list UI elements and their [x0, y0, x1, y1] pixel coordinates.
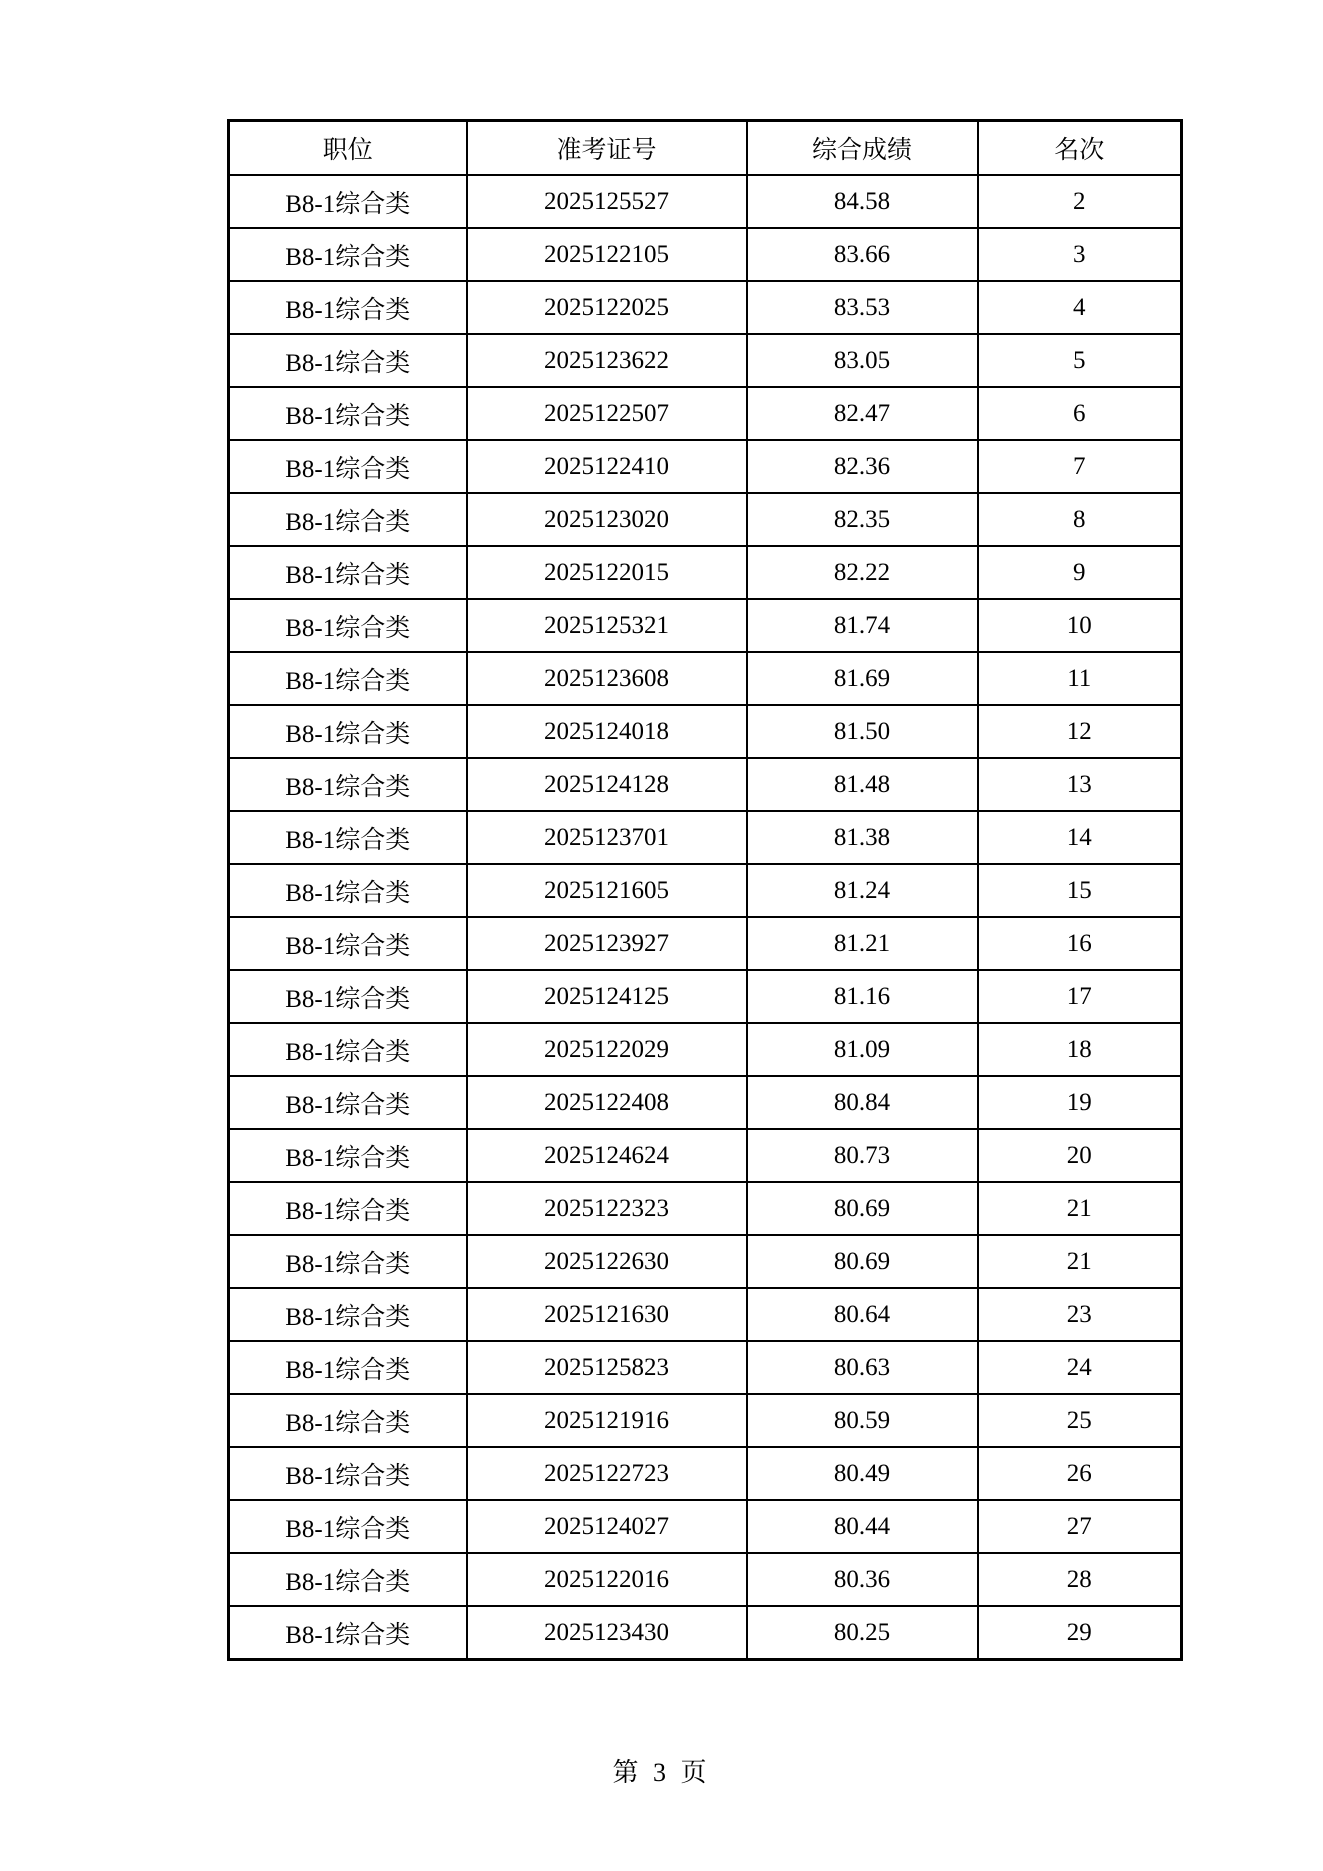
page-prefix: 第 [612, 1758, 643, 1787]
cell-exam-id: 2025122630 [467, 1235, 747, 1288]
cell-exam-id: 2025124624 [467, 1129, 747, 1182]
cell-rank: 19 [978, 1076, 1182, 1129]
cell-exam-id: 2025123020 [467, 493, 747, 546]
header-rank: 名次 [978, 121, 1182, 176]
cell-rank: 26 [978, 1447, 1182, 1500]
cell-rank: 2 [978, 175, 1182, 228]
cell-total-score: 81.16 [747, 970, 978, 1023]
cell-position: B8-1综合类 [229, 1076, 467, 1129]
cell-rank: 12 [978, 705, 1182, 758]
cell-rank: 16 [978, 917, 1182, 970]
cell-total-score: 83.66 [747, 228, 978, 281]
header-exam-id: 准考证号 [467, 121, 747, 176]
cell-exam-id: 2025125321 [467, 599, 747, 652]
cell-total-score: 81.69 [747, 652, 978, 705]
cell-exam-id: 2025125527 [467, 175, 747, 228]
cell-exam-id: 2025122015 [467, 546, 747, 599]
cell-position: B8-1综合类 [229, 1500, 467, 1553]
cell-exam-id: 2025124027 [467, 1500, 747, 1553]
cell-position: B8-1综合类 [229, 440, 467, 493]
cell-rank: 17 [978, 970, 1182, 1023]
cell-exam-id: 2025124018 [467, 705, 747, 758]
cell-exam-id: 2025122323 [467, 1182, 747, 1235]
cell-exam-id: 2025122507 [467, 387, 747, 440]
cell-exam-id: 2025122016 [467, 1553, 747, 1606]
table-body [229, 175, 1182, 1660]
table-row [229, 1447, 1182, 1500]
cell-total-score: 81.48 [747, 758, 978, 811]
table-row [229, 1288, 1182, 1341]
table-row [229, 1076, 1182, 1129]
cell-total-score: 82.36 [747, 440, 978, 493]
cell-rank: 29 [978, 1606, 1182, 1660]
cell-position: B8-1综合类 [229, 228, 467, 281]
cell-position: B8-1综合类 [229, 758, 467, 811]
cell-position: B8-1综合类 [229, 175, 467, 228]
cell-total-score: 80.64 [747, 1288, 978, 1341]
table-row [229, 387, 1182, 440]
cell-rank: 11 [978, 652, 1182, 705]
cell-total-score: 84.58 [747, 175, 978, 228]
cell-rank: 20 [978, 1129, 1182, 1182]
cell-total-score: 83.53 [747, 281, 978, 334]
table-row [229, 1341, 1182, 1394]
cell-total-score: 83.05 [747, 334, 978, 387]
cell-position: B8-1综合类 [229, 1182, 467, 1235]
cell-rank: 6 [978, 387, 1182, 440]
cell-position: B8-1综合类 [229, 1235, 467, 1288]
cell-position: B8-1综合类 [229, 493, 467, 546]
cell-rank: 13 [978, 758, 1182, 811]
table-row [229, 334, 1182, 387]
cell-position: B8-1综合类 [229, 811, 467, 864]
cell-exam-id: 2025123927 [467, 917, 747, 970]
table-row [229, 1235, 1182, 1288]
cell-position: B8-1综合类 [229, 1447, 467, 1500]
header-position: 职位 [229, 121, 467, 176]
table-row [229, 440, 1182, 493]
cell-exam-id: 2025123430 [467, 1606, 747, 1660]
cell-total-score: 82.35 [747, 493, 978, 546]
table-row [229, 1606, 1182, 1660]
table-row [229, 1394, 1182, 1447]
cell-rank: 18 [978, 1023, 1182, 1076]
cell-position: B8-1综合类 [229, 1129, 467, 1182]
cell-rank: 4 [978, 281, 1182, 334]
cell-exam-id: 2025123608 [467, 652, 747, 705]
cell-total-score: 80.44 [747, 1500, 978, 1553]
table-row [229, 1500, 1182, 1553]
page-suffix: 页 [680, 1758, 711, 1787]
cell-exam-id: 2025121630 [467, 1288, 747, 1341]
cell-exam-id: 2025123701 [467, 811, 747, 864]
table-row [229, 281, 1182, 334]
cell-total-score: 81.38 [747, 811, 978, 864]
cell-exam-id: 2025122408 [467, 1076, 747, 1129]
score-table [227, 119, 1183, 1661]
cell-exam-id: 2025121916 [467, 1394, 747, 1447]
table-row [229, 1023, 1182, 1076]
cell-total-score: 80.84 [747, 1076, 978, 1129]
cell-position: B8-1综合类 [229, 1606, 467, 1660]
cell-rank: 7 [978, 440, 1182, 493]
table-row [229, 493, 1182, 546]
cell-rank: 27 [978, 1500, 1182, 1553]
cell-rank: 21 [978, 1182, 1182, 1235]
header-row [229, 121, 1182, 176]
cell-rank: 14 [978, 811, 1182, 864]
cell-total-score: 80.36 [747, 1553, 978, 1606]
cell-rank: 3 [978, 228, 1182, 281]
cell-total-score: 80.25 [747, 1606, 978, 1660]
cell-exam-id: 2025123622 [467, 334, 747, 387]
cell-total-score: 81.50 [747, 705, 978, 758]
cell-rank: 8 [978, 493, 1182, 546]
table-header [229, 121, 1182, 176]
cell-position: B8-1综合类 [229, 1341, 467, 1394]
cell-exam-id: 2025122723 [467, 1447, 747, 1500]
cell-total-score: 80.49 [747, 1447, 978, 1500]
cell-rank: 28 [978, 1553, 1182, 1606]
cell-total-score: 80.63 [747, 1341, 978, 1394]
cell-position: B8-1综合类 [229, 546, 467, 599]
cell-exam-id: 2025122029 [467, 1023, 747, 1076]
cell-total-score: 81.09 [747, 1023, 978, 1076]
header-total-score: 综合成绩 [747, 121, 978, 176]
table-row [229, 1129, 1182, 1182]
cell-rank: 21 [978, 1235, 1182, 1288]
table-row [229, 175, 1182, 228]
cell-position: B8-1综合类 [229, 1023, 467, 1076]
cell-position: B8-1综合类 [229, 1288, 467, 1341]
cell-rank: 9 [978, 546, 1182, 599]
cell-position: B8-1综合类 [229, 705, 467, 758]
cell-position: B8-1综合类 [229, 652, 467, 705]
page-number: 3 [653, 1758, 670, 1787]
table-row [229, 1553, 1182, 1606]
table-row [229, 864, 1182, 917]
cell-exam-id: 2025124128 [467, 758, 747, 811]
cell-position: B8-1综合类 [229, 387, 467, 440]
cell-rank: 25 [978, 1394, 1182, 1447]
cell-position: B8-1综合类 [229, 917, 467, 970]
cell-exam-id: 2025124125 [467, 970, 747, 1023]
cell-rank: 23 [978, 1288, 1182, 1341]
table-row [229, 546, 1182, 599]
table-row [229, 758, 1182, 811]
cell-position: B8-1综合类 [229, 1394, 467, 1447]
cell-position: B8-1综合类 [229, 1553, 467, 1606]
cell-total-score: 80.59 [747, 1394, 978, 1447]
cell-total-score: 80.69 [747, 1235, 978, 1288]
table-row [229, 811, 1182, 864]
cell-total-score: 81.74 [747, 599, 978, 652]
cell-total-score: 81.21 [747, 917, 978, 970]
cell-rank: 15 [978, 864, 1182, 917]
table-row [229, 652, 1182, 705]
cell-exam-id: 2025122025 [467, 281, 747, 334]
cell-rank: 24 [978, 1341, 1182, 1394]
cell-position: B8-1综合类 [229, 334, 467, 387]
table-row [229, 705, 1182, 758]
cell-total-score: 80.69 [747, 1182, 978, 1235]
cell-position: B8-1综合类 [229, 599, 467, 652]
table-row [229, 599, 1182, 652]
table-row [229, 1182, 1182, 1235]
cell-position: B8-1综合类 [229, 864, 467, 917]
table-row [229, 917, 1182, 970]
cell-position: B8-1综合类 [229, 970, 467, 1023]
table-row [229, 970, 1182, 1023]
cell-exam-id: 2025125823 [467, 1341, 747, 1394]
cell-exam-id: 2025121605 [467, 864, 747, 917]
cell-total-score: 80.73 [747, 1129, 978, 1182]
page-number-footer [0, 1752, 1323, 1789]
cell-total-score: 81.24 [747, 864, 978, 917]
cell-rank: 5 [978, 334, 1182, 387]
cell-position: B8-1综合类 [229, 281, 467, 334]
table-row [229, 228, 1182, 281]
cell-total-score: 82.47 [747, 387, 978, 440]
cell-exam-id: 2025122410 [467, 440, 747, 493]
cell-total-score: 82.22 [747, 546, 978, 599]
cell-exam-id: 2025122105 [467, 228, 747, 281]
cell-rank: 10 [978, 599, 1182, 652]
